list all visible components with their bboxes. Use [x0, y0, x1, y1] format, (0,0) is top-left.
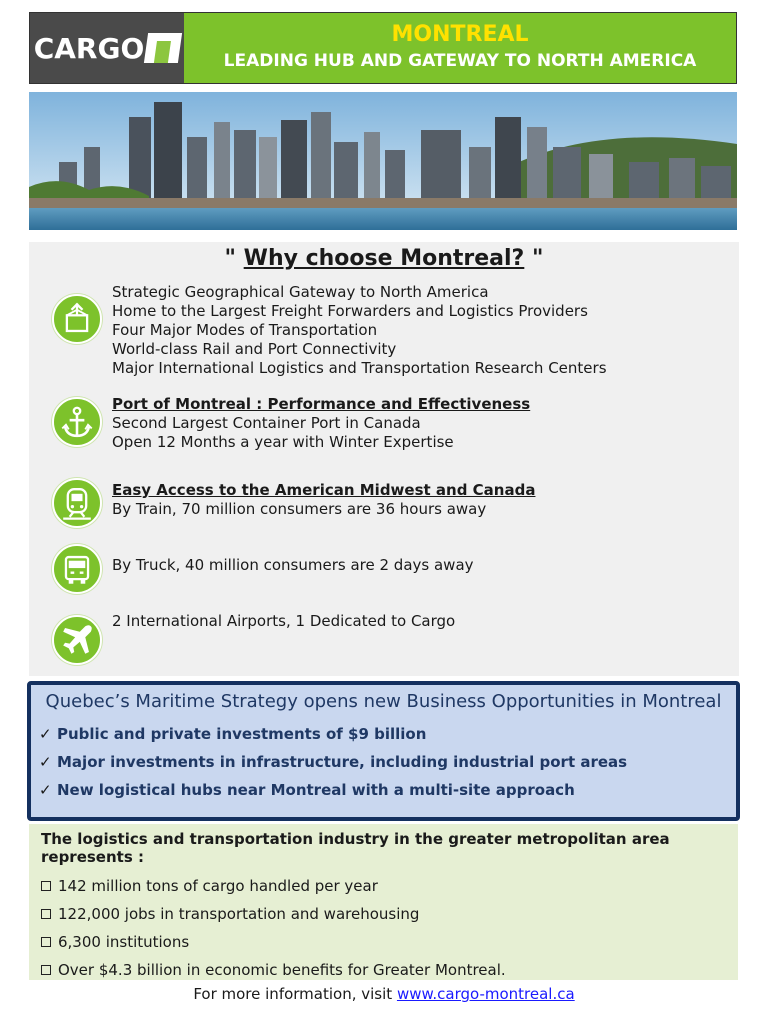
- list-item-text: Public and private investments of $9 billion: [57, 725, 427, 743]
- section-access: [112, 481, 535, 519]
- logistics-title: The logistics and transportation industry in the greater metropolitan area represents :: [41, 830, 670, 866]
- cargo-crate-icon: [52, 294, 102, 344]
- cargo-montreal-logo: [30, 13, 184, 83]
- footer: [0, 985, 768, 1003]
- section-line: By Train, 70 million consumers are 36 hours away: [112, 500, 487, 518]
- section-line: Strategic Geographical Gateway to North America: [112, 283, 489, 301]
- truck-icon: [52, 544, 102, 594]
- section-line: Second Largest Container Port in Canada: [112, 414, 421, 432]
- checkbox-bullet-icon: [41, 881, 51, 891]
- maritime-title: Quebec’s Maritime Strategy opens new Business Opportunities in Montreal: [45, 691, 722, 712]
- list-item: [41, 872, 738, 900]
- header-banner: [184, 13, 736, 83]
- list-item-text: 6,300 institutions: [58, 933, 190, 951]
- section-line: By Truck, 40 million consumers are 2 days away: [112, 556, 474, 574]
- train-icon: [52, 478, 102, 528]
- section-truck: [112, 556, 474, 575]
- section-gateway: [112, 283, 607, 378]
- checkbox-bullet-icon: [41, 965, 51, 975]
- header-title: MONTREAL: [391, 22, 529, 47]
- checkmark-icon: ✓: [39, 725, 52, 743]
- section-airports: [112, 612, 455, 631]
- list-item: [41, 928, 738, 956]
- airplane-icon: [52, 615, 102, 665]
- list-item-text: Over $4.3 billion in economic benefits for Greater Montreal.: [58, 961, 506, 979]
- logistics-industry-box: [29, 824, 738, 980]
- maritime-strategy-box: [27, 681, 740, 821]
- list-item: [41, 956, 738, 984]
- list-item: [41, 900, 738, 928]
- why-choose-panel: [29, 242, 739, 676]
- list-item-text: New logistical hubs near Montreal with a multi-site approach: [57, 781, 575, 799]
- section-line: World-class Rail and Port Connectivity: [112, 340, 397, 358]
- section-line: Open 12 Months a year with Winter Expertise: [112, 433, 454, 451]
- logo-text: CARGO: [33, 31, 145, 65]
- list-item: [39, 776, 736, 804]
- why-title-close-quote: ": [524, 246, 544, 271]
- footer-text: For more information, visit: [193, 985, 397, 1003]
- section-port: [112, 395, 530, 452]
- section-heading: Easy Access to the American Midwest and Canada: [112, 481, 536, 499]
- montreal-skyline-image: [29, 92, 737, 230]
- checkmark-icon: ✓: [39, 781, 52, 799]
- list-item: [39, 748, 736, 776]
- checkbox-bullet-icon: [41, 909, 51, 919]
- logo-m-mark: [144, 33, 182, 63]
- anchor-icon: [52, 397, 102, 447]
- why-title-text: Why choose Montreal?: [243, 246, 525, 271]
- header-subtitle: LEADING HUB AND GATEWAY TO NORTH AMERICA: [223, 51, 697, 71]
- list-item-text: Major investments in infrastructure, including industrial port areas: [57, 753, 628, 771]
- list-item: [39, 720, 736, 748]
- list-item-text: 142 million tons of cargo handled per year: [58, 877, 378, 895]
- why-title: [29, 246, 739, 271]
- section-line: Home to the Largest Freight Forwarders and Logistics Providers: [112, 302, 588, 320]
- section-line: 2 International Airports, 1 Dedicated to Cargo: [112, 612, 456, 630]
- section-heading: Port of Montreal : Performance and Effectiveness: [112, 395, 531, 413]
- maritime-list: [39, 720, 736, 804]
- page-header: [29, 12, 737, 84]
- section-line: Major International Logistics and Transportation Research Centers: [112, 359, 607, 377]
- why-title-open-quote: ": [224, 246, 244, 271]
- website-link[interactable]: www.cargo-montreal.ca: [396, 985, 575, 1003]
- checkmark-icon: ✓: [39, 753, 52, 771]
- logistics-list: [41, 872, 738, 984]
- section-line: Four Major Modes of Transportation: [112, 321, 378, 339]
- list-item-text: 122,000 jobs in transportation and warehousing: [58, 905, 420, 923]
- checkbox-bullet-icon: [41, 937, 51, 947]
